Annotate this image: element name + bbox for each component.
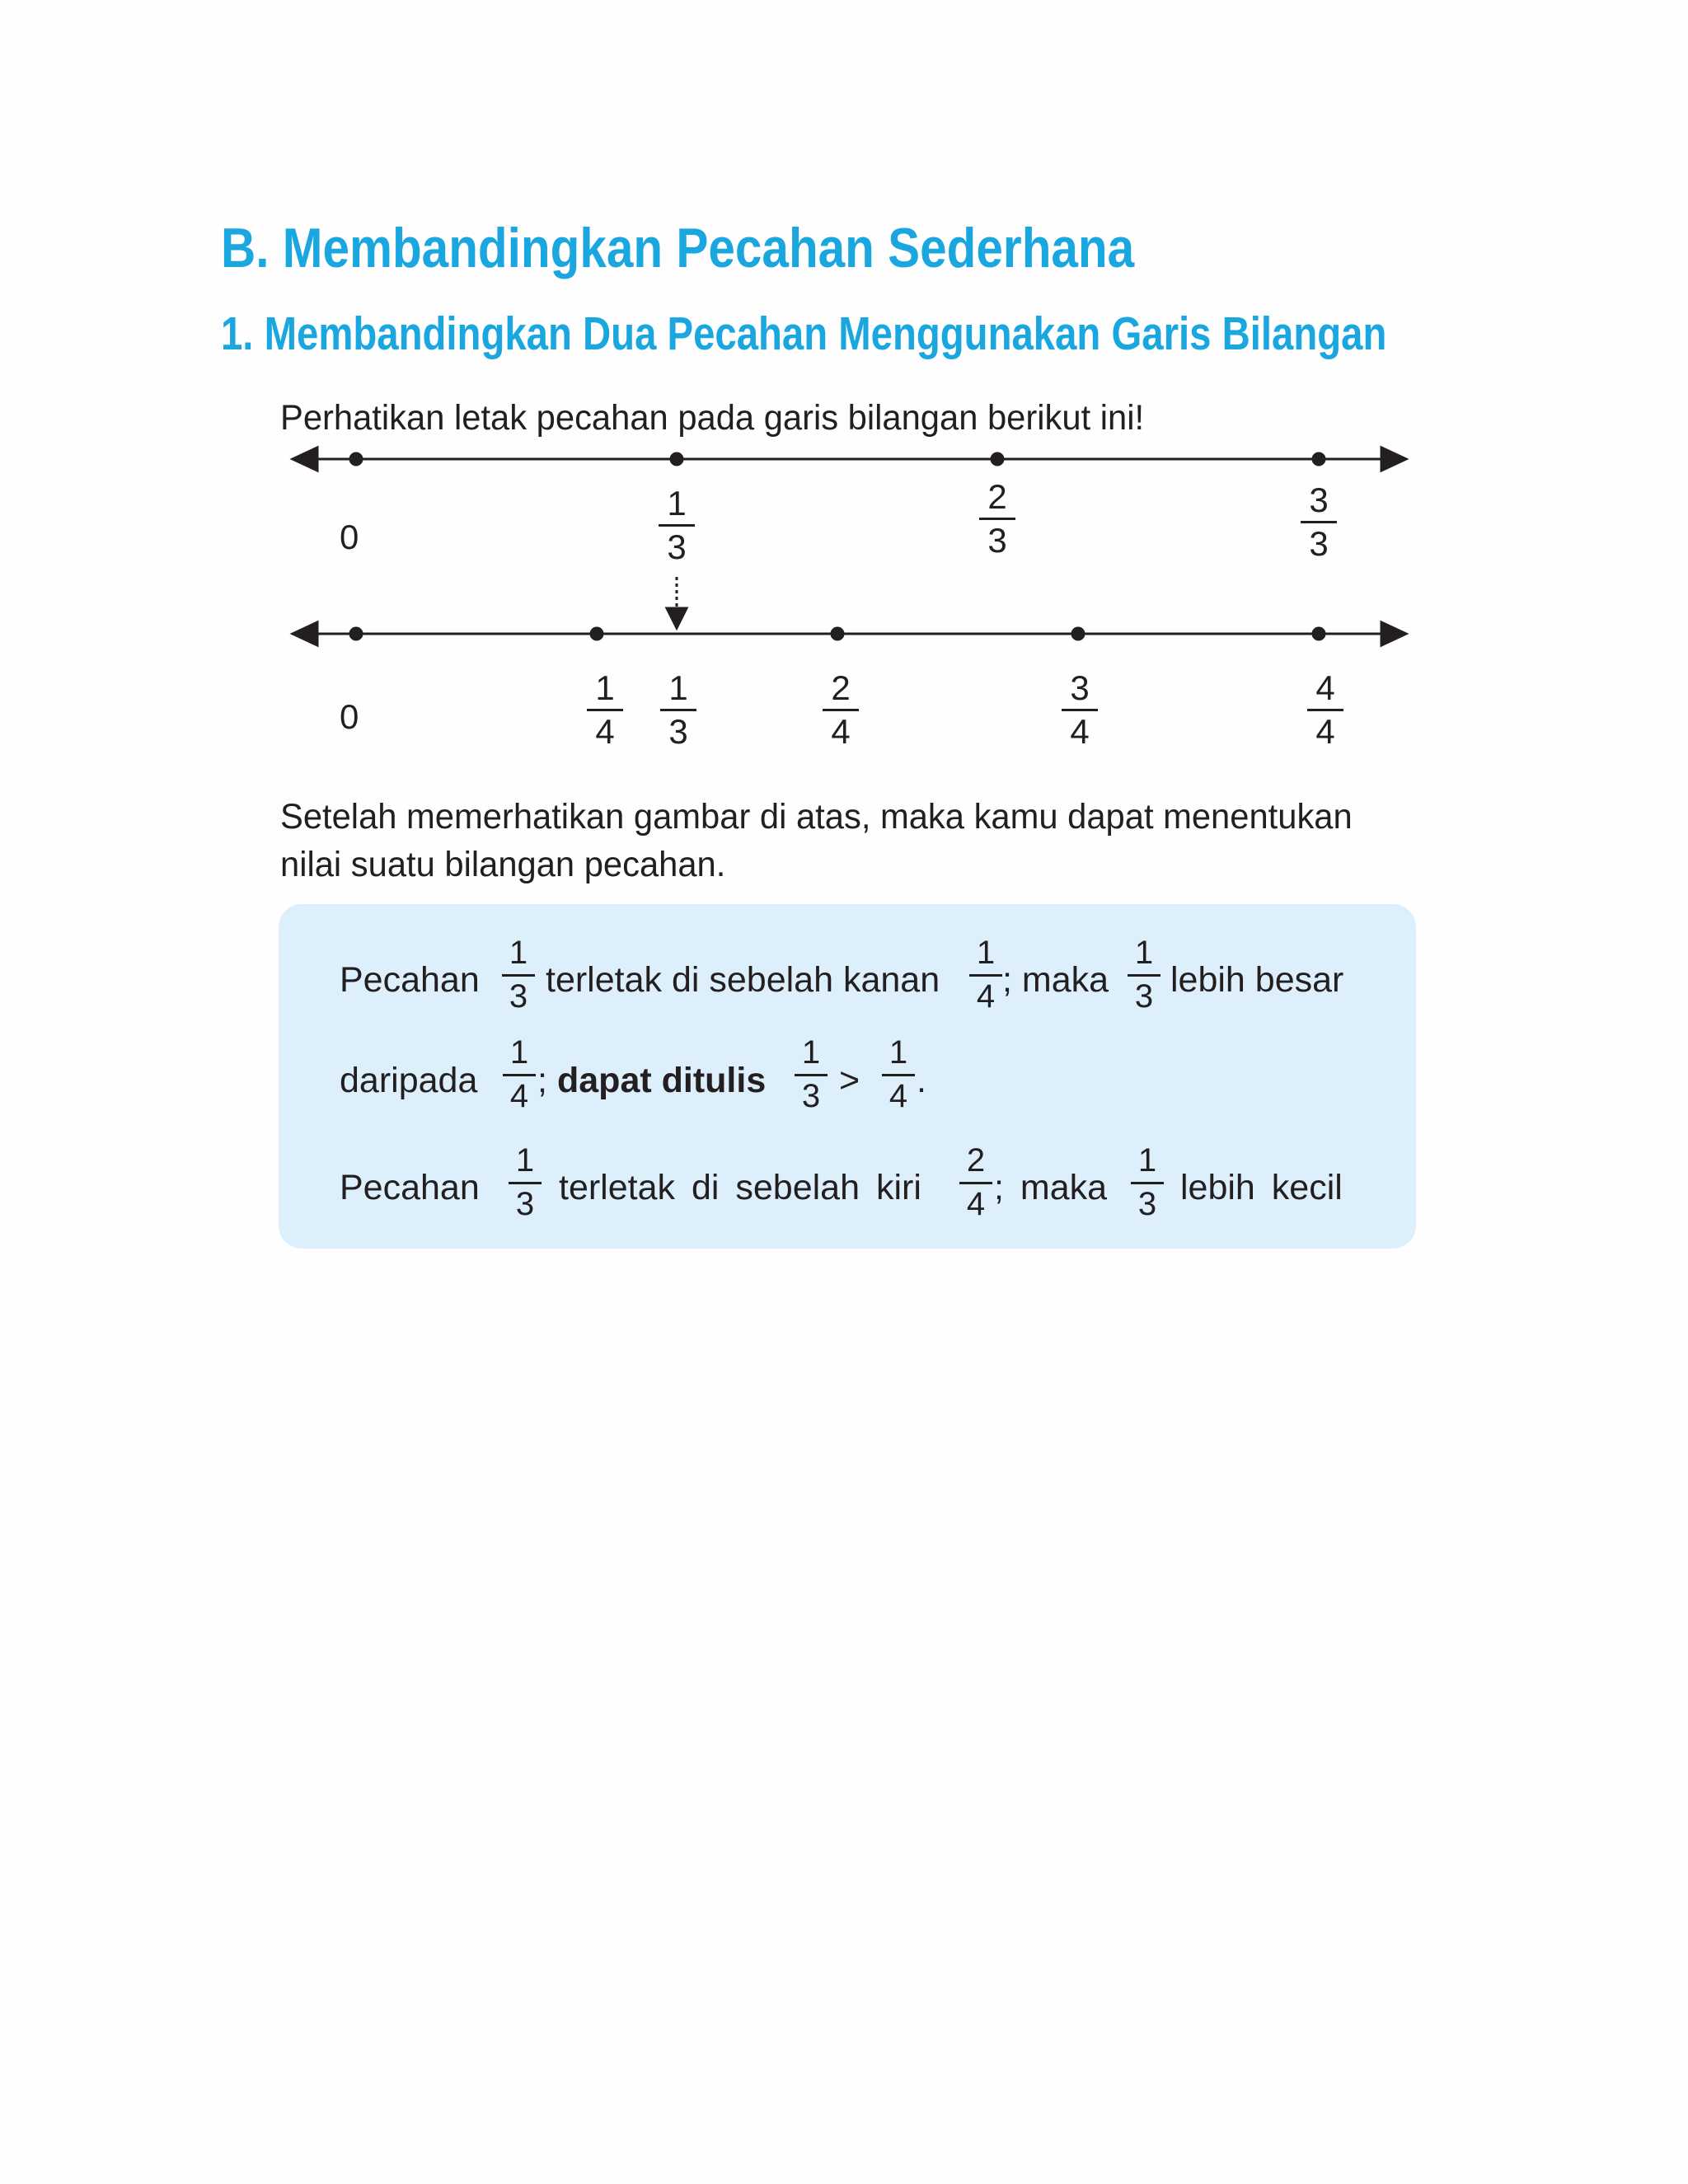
box-line2-frac-1: 1 4 xyxy=(503,1036,536,1113)
box-line1-text-d: lebih besar xyxy=(1170,960,1344,1000)
down-arrow-icon xyxy=(667,608,687,628)
tick-point xyxy=(591,628,603,640)
box-line1-frac-3: 1 3 xyxy=(1128,936,1160,1013)
box-line3-text-b: terletak di sebelah kiri xyxy=(559,1168,921,1207)
box-line1-frac-2: 1 4 xyxy=(969,936,1002,1013)
paragraph-line-2: nilai suatu bilangan pecahan. xyxy=(280,845,726,884)
box-line3-text-d: lebih kecil xyxy=(1180,1168,1343,1207)
label-fraction-1-3-bottom: 1 3 xyxy=(654,671,703,749)
box-line1-text-a: Pecahan xyxy=(340,960,480,1000)
box-line2-text-b: ; xyxy=(537,1061,547,1100)
tick-point xyxy=(671,453,682,465)
label-fraction-3-3: 3 3 xyxy=(1294,483,1343,561)
box-line2-frac-3: 1 4 xyxy=(882,1036,915,1113)
box-line2-operator: > xyxy=(839,1061,860,1100)
label-fraction-1-4: 1 4 xyxy=(580,671,630,749)
tick-point xyxy=(350,628,362,640)
tick-point xyxy=(1313,628,1325,640)
box-line3-frac-3: 1 3 xyxy=(1131,1144,1164,1221)
box-line1-text-b: terletak di sebelah kanan xyxy=(546,960,940,1000)
section-title: B. Membandingkan Pecahan Sederhana xyxy=(221,217,1135,279)
tick-point xyxy=(832,628,843,640)
subsection-title: 1. Membandingkan Dua Pecahan Menggunakan Garis Bilangan xyxy=(221,307,1387,360)
label-fraction-2-4: 2 4 xyxy=(816,671,865,749)
label-zero-top: 0 xyxy=(340,518,359,556)
box-line1-text-c: ; maka xyxy=(1002,960,1109,1000)
box-line3-frac-2: 2 4 xyxy=(959,1144,992,1221)
box-line3-frac-1: 1 3 xyxy=(509,1144,542,1221)
tick-point xyxy=(1072,628,1084,640)
intro-text: Perhatikan letak pecahan pada garis bilangan berikut ini! xyxy=(280,398,1145,438)
tick-point xyxy=(992,453,1003,465)
tick-point xyxy=(1313,453,1325,465)
box-line2-frac-2: 1 3 xyxy=(795,1036,828,1113)
left-arrow-icon xyxy=(293,448,317,471)
label-zero-bottom: 0 xyxy=(340,697,359,736)
box-line1-frac-1: 1 3 xyxy=(502,936,535,1013)
label-fraction-3-4: 3 4 xyxy=(1055,671,1104,749)
box-line2-text-a: daripada xyxy=(340,1061,478,1100)
tick-point xyxy=(350,453,362,465)
left-arrow-icon xyxy=(293,622,317,645)
box-line3-text-a: Pecahan xyxy=(340,1168,480,1207)
label-fraction-4-4: 4 4 xyxy=(1301,671,1350,749)
box-line2-end: . xyxy=(917,1061,926,1100)
paragraph-line-1: Setelah memerhatikan gambar di atas, maka kamu dapat menentukan xyxy=(280,797,1353,837)
right-arrow-icon xyxy=(1381,622,1406,645)
right-arrow-icon xyxy=(1381,448,1406,471)
label-fraction-2-3: 2 3 xyxy=(973,480,1022,558)
box-line3-text-c: ; maka xyxy=(994,1168,1108,1207)
label-fraction-1-3: 1 3 xyxy=(652,486,701,565)
box-line2-bold-text: dapat ditulis xyxy=(557,1061,767,1100)
